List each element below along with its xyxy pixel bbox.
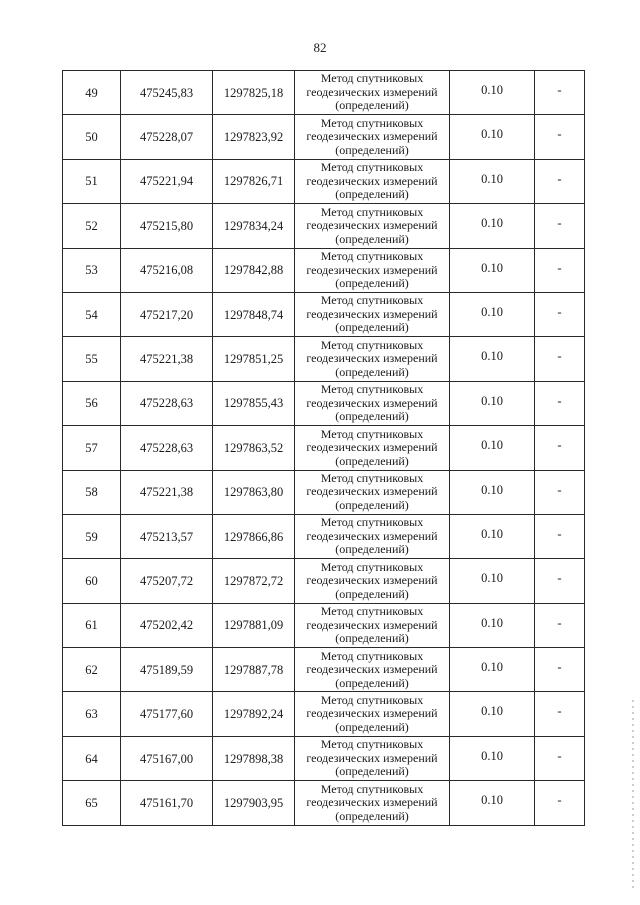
table-row: [63, 381, 585, 425]
note-cell: -: [535, 603, 585, 647]
x-coordinate-cell: 475221,94: [121, 159, 213, 203]
point-number-cell: 61: [63, 603, 121, 647]
method-cell: [295, 514, 450, 558]
method-line: Метод спутниковых: [320, 648, 424, 663]
note-cell: -: [535, 736, 585, 780]
table-row: [63, 692, 585, 736]
method-line: геодезических измерений: [306, 662, 438, 677]
method-cell: [295, 115, 450, 159]
note-cell: -: [535, 204, 585, 248]
accuracy-cell: 0.10: [450, 426, 535, 470]
method-line: (определений): [335, 631, 409, 646]
y-coordinate-cell: 1297848,74: [213, 292, 295, 336]
method-line: (определений): [335, 497, 409, 512]
accuracy-cell: 0.10: [450, 337, 535, 381]
point-number-cell: 50: [63, 115, 121, 159]
method-line: Метод спутниковых: [320, 737, 424, 752]
method-line: (определений): [335, 719, 409, 734]
method-line: Метод спутниковых: [320, 781, 424, 796]
method-cell: [295, 559, 450, 603]
method-line: Метод спутниковых: [320, 604, 424, 619]
method-cell: [295, 292, 450, 336]
accuracy-cell: 0.10: [450, 648, 535, 692]
method-line: геодезических измерений: [306, 84, 438, 99]
method-cell: [295, 71, 450, 115]
method-line: (определений): [335, 586, 409, 601]
y-coordinate-cell: 1297863,80: [213, 470, 295, 514]
y-coordinate-cell: 1297887,78: [213, 648, 295, 692]
y-coordinate-cell: 1297866,86: [213, 514, 295, 558]
note-cell: -: [535, 292, 585, 336]
table-row: [63, 71, 585, 115]
point-number-cell: 65: [63, 781, 121, 825]
point-number-cell: 56: [63, 381, 121, 425]
method-cell: [295, 692, 450, 736]
note-cell: -: [535, 559, 585, 603]
method-line: (определений): [335, 364, 409, 379]
method-line: Метод спутниковых: [320, 426, 424, 441]
note-cell: -: [535, 337, 585, 381]
page-number: 82: [313, 40, 327, 55]
x-coordinate-cell: 475217,20: [121, 292, 213, 336]
x-coordinate-cell: 475189,59: [121, 648, 213, 692]
x-coordinate-cell: 475207,72: [121, 559, 213, 603]
method-line: геодезических измерений: [306, 617, 438, 632]
x-coordinate-cell: 475228,07: [121, 115, 213, 159]
method-line: (определений): [335, 142, 409, 157]
method-line: Метод спутниковых: [320, 515, 424, 530]
note-cell: -: [535, 470, 585, 514]
table-row: [63, 470, 585, 514]
x-coordinate-cell: 475228,63: [121, 426, 213, 470]
point-number-cell: 49: [63, 71, 121, 115]
y-coordinate-cell: 1297892,24: [213, 692, 295, 736]
method-line: Метод спутниковых: [320, 692, 424, 707]
method-line: (определений): [335, 675, 409, 690]
accuracy-cell: 0.10: [450, 470, 535, 514]
method-line: (определений): [335, 542, 409, 557]
note-cell: -: [535, 426, 585, 470]
note-cell: -: [535, 381, 585, 425]
point-number-cell: 55: [63, 337, 121, 381]
coordinates-table: [62, 70, 585, 826]
method-line: Метод спутниковых: [320, 559, 424, 574]
accuracy-cell: 0.10: [450, 692, 535, 736]
method-cell: [295, 470, 450, 514]
method-line: Метод спутниковых: [320, 115, 424, 130]
accuracy-cell: 0.10: [450, 204, 535, 248]
table-row: [63, 337, 585, 381]
x-coordinate-cell: 475177,60: [121, 692, 213, 736]
method-line: Метод спутниковых: [320, 337, 424, 352]
accuracy-cell: 0.10: [450, 781, 535, 825]
x-coordinate-cell: 475228,63: [121, 381, 213, 425]
method-line: Метод спутниковых: [320, 382, 424, 397]
method-line: Метод спутниковых: [320, 160, 424, 175]
method-line: геодезических измерений: [306, 750, 438, 765]
scan-edge-mark: [632, 700, 634, 890]
method-line: (определений): [335, 320, 409, 335]
method-line: геодезических измерений: [306, 706, 438, 721]
accuracy-cell: 0.10: [450, 736, 535, 780]
y-coordinate-cell: 1297823,92: [213, 115, 295, 159]
x-coordinate-cell: 475216,08: [121, 248, 213, 292]
method-line: (определений): [335, 187, 409, 202]
table-row: [63, 648, 585, 692]
y-coordinate-cell: 1297834,24: [213, 204, 295, 248]
x-coordinate-cell: 475245,83: [121, 71, 213, 115]
table-row: [63, 514, 585, 558]
table-row: [63, 204, 585, 248]
point-number-cell: 64: [63, 736, 121, 780]
method-cell: [295, 648, 450, 692]
table-row: [63, 115, 585, 159]
y-coordinate-cell: 1297881,09: [213, 603, 295, 647]
accuracy-cell: 0.10: [450, 381, 535, 425]
x-coordinate-cell: 475215,80: [121, 204, 213, 248]
point-number-cell: 54: [63, 292, 121, 336]
x-coordinate-cell: 475221,38: [121, 337, 213, 381]
note-cell: -: [535, 514, 585, 558]
note-cell: -: [535, 115, 585, 159]
note-cell: -: [535, 248, 585, 292]
point-number-cell: 58: [63, 470, 121, 514]
point-number-cell: 51: [63, 159, 121, 203]
x-coordinate-cell: 475161,70: [121, 781, 213, 825]
method-cell: [295, 736, 450, 780]
method-cell: [295, 248, 450, 292]
method-cell: [295, 426, 450, 470]
y-coordinate-cell: 1297826,71: [213, 159, 295, 203]
accuracy-cell: 0.10: [450, 248, 535, 292]
method-line: Метод спутниковых: [320, 249, 424, 263]
method-line: Метод спутниковых: [320, 204, 424, 219]
method-line: геодезических измерений: [306, 218, 438, 233]
method-line: геодезических измерений: [306, 795, 438, 810]
accuracy-cell: 0.10: [450, 603, 535, 647]
method-line: (определений): [335, 764, 409, 779]
point-number-cell: 53: [63, 248, 121, 292]
x-coordinate-cell: 475213,57: [121, 514, 213, 558]
method-line: геодезических измерений: [306, 573, 438, 588]
method-line: геодезических измерений: [306, 351, 438, 366]
note-cell: -: [535, 781, 585, 825]
method-cell: [295, 603, 450, 647]
table-row: [63, 736, 585, 780]
y-coordinate-cell: 1297851,25: [213, 337, 295, 381]
method-cell: [295, 204, 450, 248]
y-coordinate-cell: 1297872,72: [213, 559, 295, 603]
method-cell: [295, 381, 450, 425]
note-cell: -: [535, 648, 585, 692]
table-row: [63, 603, 585, 647]
point-number-cell: 60: [63, 559, 121, 603]
point-number-cell: 59: [63, 514, 121, 558]
table-row: [63, 781, 585, 825]
method-line: (определений): [335, 808, 409, 823]
x-coordinate-cell: 475221,38: [121, 470, 213, 514]
point-number-cell: 57: [63, 426, 121, 470]
method-line: геодезических измерений: [306, 395, 438, 410]
method-line: Метод спутниковых: [320, 71, 424, 86]
accuracy-cell: 0.10: [450, 115, 535, 159]
y-coordinate-cell: 1297842,88: [213, 248, 295, 292]
y-coordinate-cell: 1297898,38: [213, 736, 295, 780]
point-number-cell: 63: [63, 692, 121, 736]
method-line: геодезических измерений: [306, 528, 438, 543]
accuracy-cell: 0.10: [450, 71, 535, 115]
method-line: (определений): [335, 409, 409, 424]
accuracy-cell: 0.10: [450, 159, 535, 203]
method-line: геодезических измерений: [306, 173, 438, 188]
accuracy-cell: 0.10: [450, 292, 535, 336]
y-coordinate-cell: 1297863,52: [213, 426, 295, 470]
coordinates-table-body: [63, 71, 585, 826]
table-row: [63, 426, 585, 470]
method-line: (определений): [335, 98, 409, 113]
point-number-cell: 62: [63, 648, 121, 692]
x-coordinate-cell: 475202,42: [121, 603, 213, 647]
method-line: геодезических измерений: [306, 484, 438, 499]
table-row: [63, 159, 585, 203]
table-row: [63, 248, 585, 292]
y-coordinate-cell: 1297903,95: [213, 781, 295, 825]
note-cell: -: [535, 159, 585, 203]
point-number-cell: 52: [63, 204, 121, 248]
method-cell: [295, 781, 450, 825]
accuracy-cell: 0.10: [450, 514, 535, 558]
method-line: геодезических измерений: [306, 440, 438, 455]
y-coordinate-cell: 1297825,18: [213, 71, 295, 115]
method-line: (определений): [335, 231, 409, 246]
table-row: [63, 292, 585, 336]
method-line: геодезических измерений: [306, 129, 438, 144]
method-line: геодезических измерений: [306, 262, 438, 277]
method-cell: [295, 159, 450, 203]
method-line: Метод спутниковых: [320, 293, 424, 308]
method-line: (определений): [335, 453, 409, 468]
y-coordinate-cell: 1297855,43: [213, 381, 295, 425]
method-cell: [295, 337, 450, 381]
method-line: геодезических измерений: [306, 306, 438, 321]
note-cell: -: [535, 692, 585, 736]
note-cell: -: [535, 71, 585, 115]
method-line: (определений): [335, 276, 409, 290]
method-line: Метод спутниковых: [320, 470, 424, 485]
accuracy-cell: 0.10: [450, 559, 535, 603]
x-coordinate-cell: 475167,00: [121, 736, 213, 780]
table-row: [63, 559, 585, 603]
